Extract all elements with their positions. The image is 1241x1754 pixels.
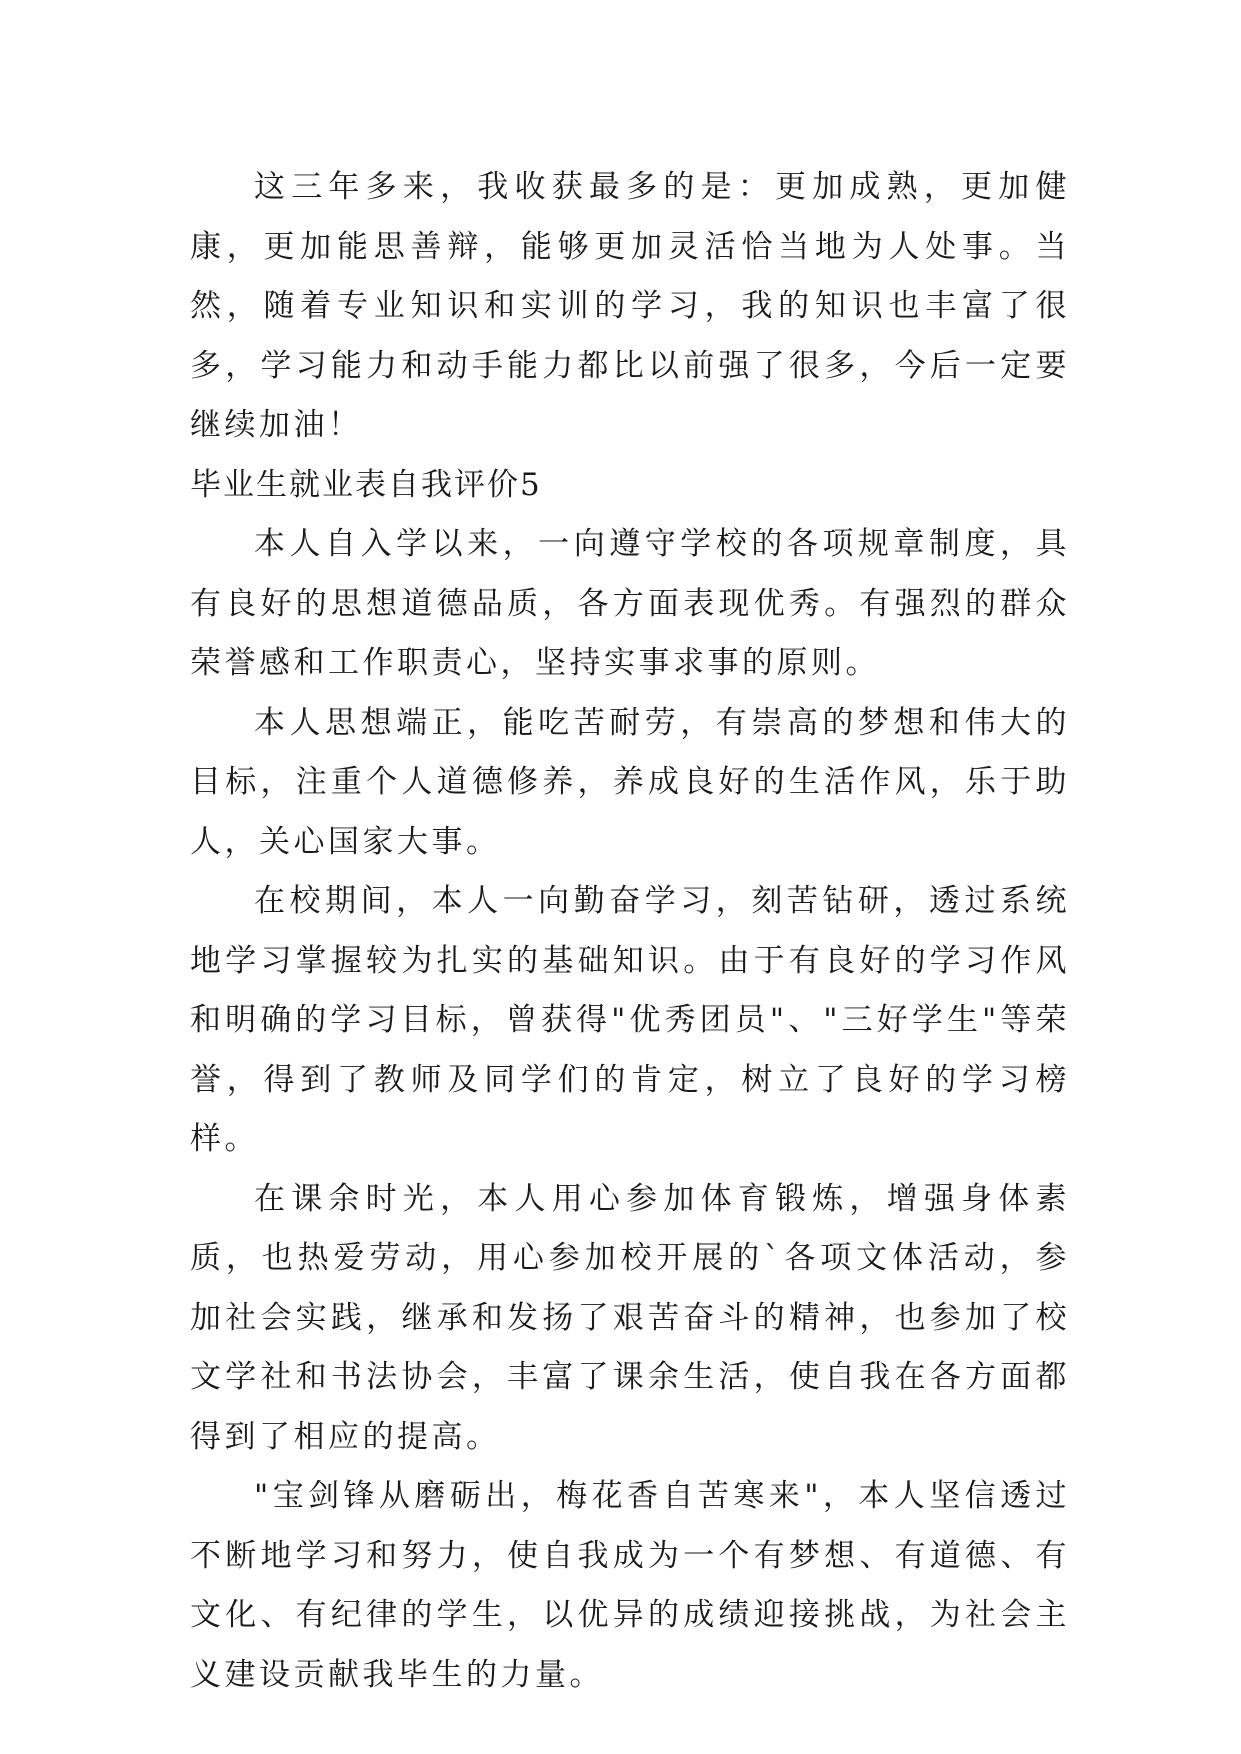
section-heading: 毕业生就业表自我评价5	[190, 466, 542, 503]
paragraph-1: 本人自入学以来，一向遵守学校的各项规章制度，具有良好的思想道德品质，各方面表现优秀。有强烈的群众荣誉感和工作职责心，坚持实事求事的原则。	[190, 526, 1070, 681]
paragraph-intro: 这三年多来，我收获最多的是：更加成熟，更加健康，更加能思善辩，能够更加灵活恰当地为人处事。当然，随着专业知识和实训的学习，我的知识也丰富了很多，学习能力和动手能力都比以前强了很多，今后一定要继续加油！	[190, 169, 1070, 443]
paragraph-3: 在校期间，本人一向勤奋学习，刻苦钻研，透过系统地学习掌握较为扎实的基础知识。由于有良好的学习作风和明确的学习目标，曾获得"优秀团员"、"三好学生"等荣誉，得到了教师及同学们的肯定，树立了良好的学习榜样。	[190, 883, 1070, 1157]
paragraph-2: 本人思想端正，能吃苦耐劳，有崇高的梦想和伟大的目标，注重个人道德修养，养成良好的生活作风，乐于助人，关心国家大事。	[190, 704, 1070, 860]
document-body	[190, 158, 1070, 1705]
paragraph-4: 在课余时光，本人用心参加体育锻炼，增强身体素质，也热爱劳动，用心参加校开展的`各项文体活动，参加社会实践，继承和发扬了艰苦奋斗的精神，也参加了校文学社和书法协会，丰富了课余生活，使自我在各方面都得到了相应的提高。	[190, 1180, 1070, 1455]
paragraph-5: "宝剑锋从磨砺出，梅花香自苦寒来"，本人坚信透过不断地学习和努力，使自我成为一个有梦想、有道德、有文化、有纪律的学生，以优异的成绩迎接挑战，为社会主义建设贡献我毕生的力量。	[190, 1478, 1070, 1693]
